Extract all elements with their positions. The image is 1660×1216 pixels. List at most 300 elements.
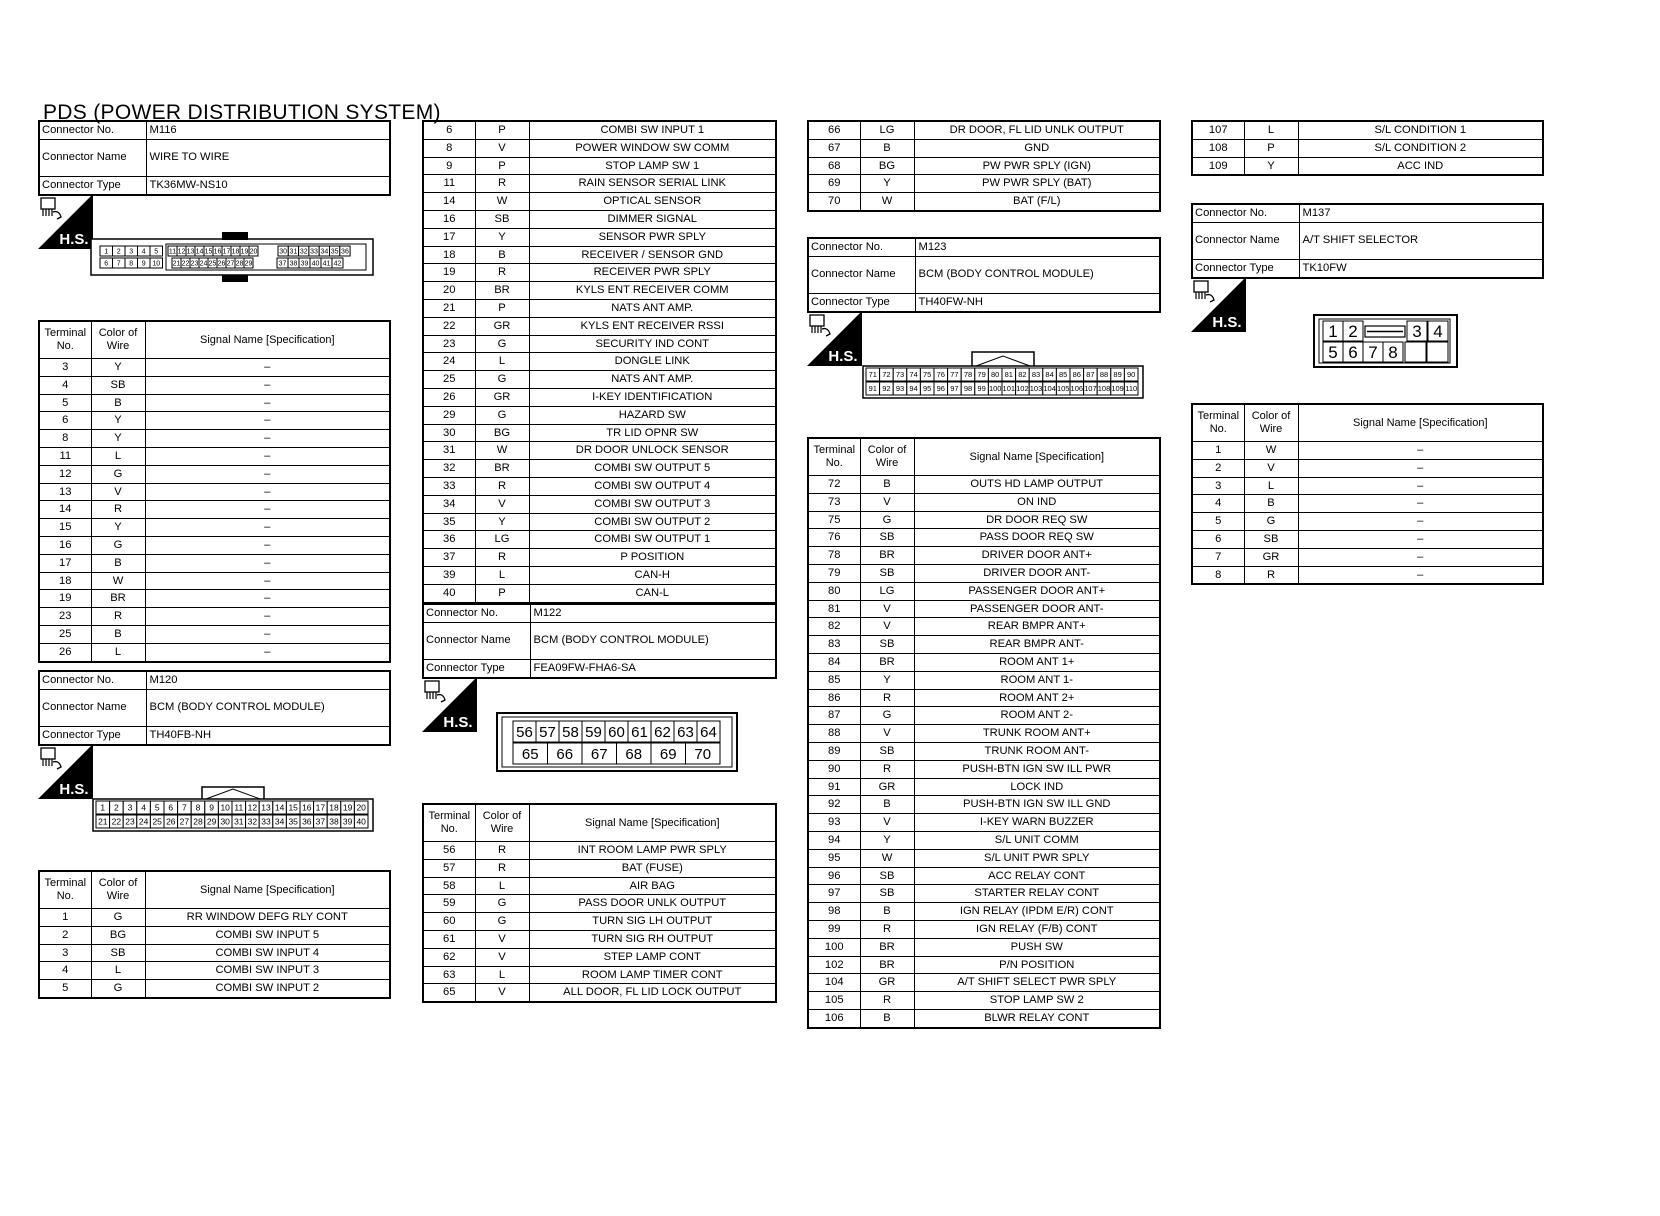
signal-name-cell: ROOM ANT 2- xyxy=(914,707,1160,725)
pin-label: 2 xyxy=(114,802,119,813)
terminal-no-cell: 4 xyxy=(39,962,91,980)
hs-label: H.S. xyxy=(828,348,858,365)
wire-color-cell: V xyxy=(1244,459,1298,477)
m116-connector-info xyxy=(38,120,391,196)
pin-label: 4 xyxy=(141,248,146,256)
wire-color-cell: LG xyxy=(860,582,914,600)
pin-label: 19 xyxy=(342,802,353,813)
signal-name-cell: TURN SIG LH OUTPUT xyxy=(529,913,776,931)
wire-color-cell: W xyxy=(91,572,145,590)
signal-name-header: Signal Name [Specification] xyxy=(145,321,390,359)
table-row xyxy=(808,564,1160,582)
hs-icon-graphic xyxy=(38,194,93,249)
signal-name-cell: TR LID OPNR SW xyxy=(529,424,776,442)
table-row xyxy=(1192,530,1543,548)
pin-label: 31 xyxy=(234,816,244,827)
table-row xyxy=(39,608,390,626)
hs-icon-graphic xyxy=(1191,277,1246,332)
terminal-no-cell: 16 xyxy=(423,210,475,228)
pin-label: 22 xyxy=(111,816,122,827)
pin-label: 5 xyxy=(154,802,160,813)
table-row xyxy=(808,175,1160,193)
table-row xyxy=(808,636,1160,654)
table-row xyxy=(808,582,1160,600)
pin-label: 58 xyxy=(562,723,579,741)
pin-label: 42 xyxy=(333,260,342,268)
terminal-no-cell: 17 xyxy=(423,228,475,246)
pin-label: 7 xyxy=(116,260,121,268)
signal-name-cell: – xyxy=(145,359,390,377)
table-row xyxy=(423,121,776,139)
signal-name-cell: STOP LAMP SW 1 xyxy=(529,157,776,175)
signal-name-cell: RECEIVER PWR SPLY xyxy=(529,264,776,282)
terminal-no-cell: 80 xyxy=(808,582,860,600)
signal-name-cell: – xyxy=(145,519,390,537)
pin-label: 37 xyxy=(315,816,326,827)
wire-color-cell: G xyxy=(475,335,529,353)
hs-harness-side-icon xyxy=(1191,277,1246,332)
table-row xyxy=(808,742,1160,760)
connector-no-value: M120 xyxy=(146,671,390,689)
pin-label: 105 xyxy=(1056,384,1070,394)
pin-label: 1 xyxy=(100,802,106,813)
wire-color-cell: B xyxy=(860,139,914,157)
signal-name-cell: – xyxy=(145,465,390,483)
wire-color-cell: Y xyxy=(860,175,914,193)
pin-label: 3 xyxy=(1412,322,1422,341)
connector-type-label: Connector Type xyxy=(1192,259,1299,277)
terminal-no-cell: 9 xyxy=(423,157,475,175)
table-row xyxy=(808,547,1160,565)
signal-name-cell: DIMMER SIGNAL xyxy=(529,210,776,228)
pin-label: 25 xyxy=(152,816,162,827)
color-of-wire-header: Color of Wire xyxy=(860,438,914,476)
connector-no-label: Connector No. xyxy=(1192,204,1299,222)
wire-color-cell: SB xyxy=(860,564,914,582)
connector-type-label: Connector Type xyxy=(423,659,530,677)
connector-name-label: Connector Name xyxy=(808,256,915,293)
terminal-no-cell: 75 xyxy=(808,511,860,529)
pin-label: 12 xyxy=(247,802,258,813)
pin-label: 91 xyxy=(868,384,877,394)
table-header-row xyxy=(39,871,390,909)
table-row xyxy=(808,867,1160,885)
terminal-no-header: Terminal No. xyxy=(39,871,91,909)
table-row xyxy=(39,501,390,519)
connector-type-label: Connector Type xyxy=(39,176,146,194)
terminal-no-cell: 17 xyxy=(39,554,91,572)
pin-label: 7 xyxy=(182,802,187,813)
terminal-no-cell: 65 xyxy=(423,984,475,1002)
wire-color-cell: L xyxy=(475,966,529,984)
wire-color-cell: G xyxy=(475,895,529,913)
pin-label: 67 xyxy=(590,745,608,763)
table-row xyxy=(423,406,776,424)
pin-label: 40 xyxy=(356,816,366,827)
terminal-no-cell: 14 xyxy=(423,193,475,211)
table-row xyxy=(808,760,1160,778)
pin-label: 3 xyxy=(129,248,134,256)
signal-name-cell: S/L UNIT PWR SPLY xyxy=(914,849,1160,867)
connector-no-label: Connector No. xyxy=(423,604,530,622)
table-row xyxy=(1192,459,1543,477)
wire-color-cell: R xyxy=(860,760,914,778)
signal-name-cell: IGN RELAY (IPDM E/R) CONT xyxy=(914,903,1160,921)
signal-name-header: Signal Name [Specification] xyxy=(529,804,776,842)
wire-color-cell: P xyxy=(475,584,529,602)
table-row xyxy=(808,193,1160,211)
pin-label: 74 xyxy=(909,370,918,380)
wire-color-cell: Y xyxy=(860,831,914,849)
table-row xyxy=(808,1009,1160,1027)
wire-color-cell: BR xyxy=(860,938,914,956)
pin-label: 13 xyxy=(261,802,271,813)
signal-name-cell: RR WINDOW DEFG RLY CONT xyxy=(145,909,390,927)
terminal-no-cell: 5 xyxy=(1192,513,1244,531)
pin-label: 101 xyxy=(1002,384,1016,394)
pin-label: 90 xyxy=(1127,370,1136,380)
connector-no-label: Connector No. xyxy=(808,238,915,256)
wire-color-cell: P xyxy=(475,299,529,317)
hs-label: H.S. xyxy=(1212,314,1242,331)
wire-color-cell: L xyxy=(91,643,145,661)
wire-color-cell: R xyxy=(475,842,529,860)
hs-harness-side-icon xyxy=(38,744,93,799)
terminal-no-cell: 68 xyxy=(808,157,860,175)
wire-color-cell: Y xyxy=(860,671,914,689)
signal-name-cell: COMBI SW INPUT 3 xyxy=(145,962,390,980)
terminal-no-cell: 39 xyxy=(423,566,475,584)
table-row xyxy=(808,849,1160,867)
connector-type-label: Connector Type xyxy=(39,726,146,744)
table-row xyxy=(423,317,776,335)
terminal-no-cell: 6 xyxy=(39,412,91,430)
m120-terminal-table xyxy=(38,870,391,999)
table-row xyxy=(808,157,1160,175)
table-header-row xyxy=(808,438,1160,476)
pin-label: 85 xyxy=(1059,370,1068,380)
pin-label: 33 xyxy=(310,248,318,256)
pin-label: 18 xyxy=(231,248,240,256)
terminal-no-cell: 61 xyxy=(423,930,475,948)
pin-label: 7 xyxy=(1368,343,1378,362)
terminal-no-cell: 18 xyxy=(423,246,475,264)
terminal-no-cell: 34 xyxy=(423,495,475,513)
m122-connector-diagram xyxy=(496,712,738,772)
pin-label: 33 xyxy=(261,816,271,827)
wire-color-cell: B xyxy=(1244,495,1298,513)
table-row xyxy=(39,909,390,927)
terminal-no-cell: 1 xyxy=(1192,442,1244,460)
table-row xyxy=(808,600,1160,618)
pin-label: 20 xyxy=(249,248,258,256)
pin-label: 34 xyxy=(320,248,329,256)
wire-color-cell: P xyxy=(475,121,529,139)
signal-name-cell: SECURITY IND CONT xyxy=(529,335,776,353)
signal-name-cell: ROOM ANT 1+ xyxy=(914,653,1160,671)
connector-lock-tab xyxy=(222,275,248,282)
table-row xyxy=(423,531,776,549)
signal-name-cell: KYLS ENT RECEIVER RSSI xyxy=(529,317,776,335)
table-row xyxy=(39,394,390,412)
pin-label: 23 xyxy=(125,816,135,827)
wire-color-cell: L xyxy=(91,447,145,465)
pin-label: 3 xyxy=(127,802,133,813)
table-row xyxy=(39,572,390,590)
table-row xyxy=(423,495,776,513)
wire-color-cell: R xyxy=(860,689,914,707)
signal-name-cell: – xyxy=(1298,548,1543,566)
wire-color-cell: Y xyxy=(1244,157,1298,175)
signal-name-cell: ACC RELAY CONT xyxy=(914,867,1160,885)
connector-name-value: WIRE TO WIRE xyxy=(146,139,390,176)
terminal-no-cell: 62 xyxy=(423,948,475,966)
table-row xyxy=(1192,566,1543,584)
signal-name-cell: COMBI SW OUTPUT 1 xyxy=(529,531,776,549)
signal-name-cell: TRUNK ROOM ANT+ xyxy=(914,725,1160,743)
pin-label: 39 xyxy=(342,816,353,827)
pin-label: 31 xyxy=(289,248,298,256)
pin-label: 17 xyxy=(315,802,326,813)
m123-connector-diagram xyxy=(862,350,1144,400)
signal-name-cell: NATS ANT AMP. xyxy=(529,299,776,317)
pin-label: 95 xyxy=(923,384,932,394)
wire-color-cell: R xyxy=(475,859,529,877)
connector-no-label: Connector No. xyxy=(39,121,146,139)
table-row xyxy=(39,359,390,377)
wire-color-cell: W xyxy=(860,849,914,867)
signal-name-cell: COMBI SW INPUT 1 xyxy=(529,121,776,139)
pin-label: 16 xyxy=(213,248,222,256)
signal-name-cell: ROOM ANT 2+ xyxy=(914,689,1160,707)
wire-color-cell: W xyxy=(860,193,914,211)
signal-name-cell: AIR BAG xyxy=(529,877,776,895)
wire-color-cell: B xyxy=(475,246,529,264)
wire-color-cell: LG xyxy=(860,121,914,139)
wire-color-cell: SB xyxy=(1244,530,1298,548)
terminal-no-cell: 83 xyxy=(808,636,860,654)
wire-color-cell: BG xyxy=(860,157,914,175)
pin-label: 71 xyxy=(868,370,877,380)
terminal-no-header: Terminal No. xyxy=(1192,404,1244,442)
table-row xyxy=(423,877,776,895)
wire-color-cell: SB xyxy=(91,944,145,962)
pin-label: 6 xyxy=(1348,343,1358,362)
connector-type-value: TH40FW-NH xyxy=(915,293,1160,311)
pin-cavity xyxy=(1405,342,1426,362)
terminal-no-cell: 13 xyxy=(39,483,91,501)
terminal-no-cell: 32 xyxy=(423,460,475,478)
table-row xyxy=(423,157,776,175)
signal-name-cell: – xyxy=(145,430,390,448)
signal-name-cell: DRIVER DOOR ANT+ xyxy=(914,547,1160,565)
terminal-no-cell: 5 xyxy=(39,394,91,412)
connector-no-value: M122 xyxy=(530,604,776,622)
terminal-no-cell: 106 xyxy=(808,1009,860,1027)
page-title: PDS (POWER DISTRIBUTION SYSTEM) xyxy=(43,101,441,124)
wire-color-cell: SB xyxy=(860,636,914,654)
terminal-no-cell: 6 xyxy=(423,121,475,139)
signal-name-cell: PW PWR SPLY (IGN) xyxy=(914,157,1160,175)
wire-color-cell: GR xyxy=(1244,548,1298,566)
connector-name-value: BCM (BODY CONTROL MODULE) xyxy=(915,256,1160,293)
pin-label: 14 xyxy=(274,802,285,813)
signal-name-cell: – xyxy=(145,590,390,608)
signal-name-header: Signal Name [Specification] xyxy=(914,438,1160,476)
pin-label: 8 xyxy=(1388,343,1398,362)
terminal-no-cell: 88 xyxy=(808,725,860,743)
wire-color-cell: LG xyxy=(475,531,529,549)
signal-name-cell: COMBI SW INPUT 2 xyxy=(145,980,390,998)
pin-label: 80 xyxy=(991,370,1000,380)
terminal-no-cell: 7 xyxy=(1192,548,1244,566)
table-row xyxy=(423,175,776,193)
connector-name-label: Connector Name xyxy=(423,622,530,659)
wire-color-cell: P xyxy=(1244,139,1298,157)
color-of-wire-header: Color of Wire xyxy=(91,321,145,359)
pin-label: 99 xyxy=(977,384,986,394)
table-row xyxy=(423,930,776,948)
m123-terminal-table-continued xyxy=(1191,120,1544,176)
signal-name-cell: P/N POSITION xyxy=(914,956,1160,974)
pin-label: 38 xyxy=(329,816,339,827)
terminal-no-cell: 33 xyxy=(423,477,475,495)
terminal-no-cell: 3 xyxy=(1192,477,1244,495)
table-row xyxy=(423,424,776,442)
m122-terminal-table-continued xyxy=(807,120,1161,212)
pin-label: 81 xyxy=(1004,370,1013,380)
m123-terminal-table xyxy=(807,437,1161,1029)
pin-label: 1 xyxy=(104,248,109,256)
pin-label: 66 xyxy=(556,745,574,763)
table-row xyxy=(39,980,390,998)
wire-color-cell: R xyxy=(91,608,145,626)
terminal-no-cell: 97 xyxy=(808,885,860,903)
table-row xyxy=(1192,495,1543,513)
signal-name-cell: ALL DOOR, FL LID LOCK OUTPUT xyxy=(529,984,776,1002)
table-row xyxy=(39,944,390,962)
wire-color-cell: Y xyxy=(91,359,145,377)
signal-name-cell: S/L CONDITION 2 xyxy=(1298,139,1543,157)
signal-name-cell: PUSH-BTN IGN SW ILL GND xyxy=(914,796,1160,814)
pin-label: 12 xyxy=(177,248,186,256)
terminal-no-cell: 107 xyxy=(1192,121,1244,139)
terminal-no-cell: 92 xyxy=(808,796,860,814)
pin-label: 61 xyxy=(631,723,648,741)
signal-name-cell: REAR BMPR ANT- xyxy=(914,636,1160,654)
pin-label: 8 xyxy=(195,802,201,813)
terminal-no-cell: 98 xyxy=(808,903,860,921)
wire-color-cell: SB xyxy=(475,210,529,228)
terminal-no-cell: 3 xyxy=(39,944,91,962)
table-row xyxy=(39,430,390,448)
pin-label: 96 xyxy=(936,384,945,394)
wire-color-cell: GR xyxy=(860,778,914,796)
pin-label: 107 xyxy=(1084,384,1097,394)
table-row xyxy=(39,536,390,554)
signal-name-cell: ACC IND xyxy=(1298,157,1543,175)
signal-name-cell: COMBI SW OUTPUT 4 xyxy=(529,477,776,495)
terminal-no-cell: 11 xyxy=(423,175,475,193)
terminal-no-cell: 37 xyxy=(423,549,475,567)
wire-color-cell: L xyxy=(475,877,529,895)
wire-color-cell: V xyxy=(475,139,529,157)
pin-label: 4 xyxy=(1433,322,1443,341)
terminal-no-cell: 19 xyxy=(39,590,91,608)
pin-label: 11 xyxy=(168,248,177,256)
signal-name-cell: INT ROOM LAMP PWR SPLY xyxy=(529,842,776,860)
wire-color-cell: L xyxy=(1244,477,1298,495)
terminal-no-cell: 99 xyxy=(808,920,860,938)
signal-name-cell: GND xyxy=(914,139,1160,157)
pin-label: 98 xyxy=(963,384,973,394)
table-row xyxy=(808,796,1160,814)
pin-label: 32 xyxy=(247,816,258,827)
wire-color-cell: B xyxy=(860,796,914,814)
pin-label: 102 xyxy=(1016,384,1029,394)
pin-label: 60 xyxy=(608,723,625,741)
terminal-no-cell: 84 xyxy=(808,653,860,671)
pin-label: 25 xyxy=(208,260,217,268)
signal-name-cell: – xyxy=(145,501,390,519)
pin-label: 32 xyxy=(299,248,308,256)
table-row xyxy=(808,831,1160,849)
signal-name-cell: PUSH SW xyxy=(914,938,1160,956)
signal-name-cell: KYLS ENT RECEIVER COMM xyxy=(529,282,776,300)
wire-color-cell: Y xyxy=(475,228,529,246)
pin-label: 17 xyxy=(222,248,231,256)
table-row xyxy=(39,643,390,661)
signal-name-cell: TURN SIG RH OUTPUT xyxy=(529,930,776,948)
table-row xyxy=(808,707,1160,725)
wire-color-cell: G xyxy=(475,371,529,389)
signal-name-cell: PASS DOOR REQ SW xyxy=(914,529,1160,547)
pin-label: 56 xyxy=(516,723,533,741)
signal-name-cell: COMBI SW OUTPUT 5 xyxy=(529,460,776,478)
wire-color-cell: SB xyxy=(860,867,914,885)
signal-name-cell: DR DOOR UNLOCK SENSOR xyxy=(529,442,776,460)
color-of-wire-header: Color of Wire xyxy=(1244,404,1298,442)
signal-name-cell: ON IND xyxy=(914,493,1160,511)
table-row xyxy=(808,121,1160,139)
connector-name-value: BCM (BODY CONTROL MODULE) xyxy=(530,622,776,659)
table-row xyxy=(39,412,390,430)
connector-no-value: M116 xyxy=(146,121,390,139)
signal-name-cell: – xyxy=(145,572,390,590)
signal-name-cell: POWER WINDOW SW COMM xyxy=(529,139,776,157)
signal-name-cell: DR DOOR, FL LID UNLK OUTPUT xyxy=(914,121,1160,139)
table-row xyxy=(39,376,390,394)
terminal-no-cell: 87 xyxy=(808,707,860,725)
terminal-no-cell: 95 xyxy=(808,849,860,867)
pin-label: 8 xyxy=(129,260,134,268)
table-row xyxy=(808,511,1160,529)
signal-name-cell: CAN-H xyxy=(529,566,776,584)
pin-label: 68 xyxy=(625,745,643,763)
terminal-no-cell: 108 xyxy=(1192,139,1244,157)
pin-label: 94 xyxy=(909,384,918,394)
table-row xyxy=(808,725,1160,743)
pin-label: 57 xyxy=(539,723,556,741)
table-row xyxy=(808,653,1160,671)
wire-color-cell: B xyxy=(91,394,145,412)
pin-label: 11 xyxy=(234,802,244,813)
wire-color-cell: G xyxy=(91,909,145,927)
hs-icon-graphic xyxy=(38,744,93,799)
connector-no-value: M123 xyxy=(915,238,1160,256)
table-row xyxy=(1192,442,1543,460)
table-row xyxy=(423,282,776,300)
